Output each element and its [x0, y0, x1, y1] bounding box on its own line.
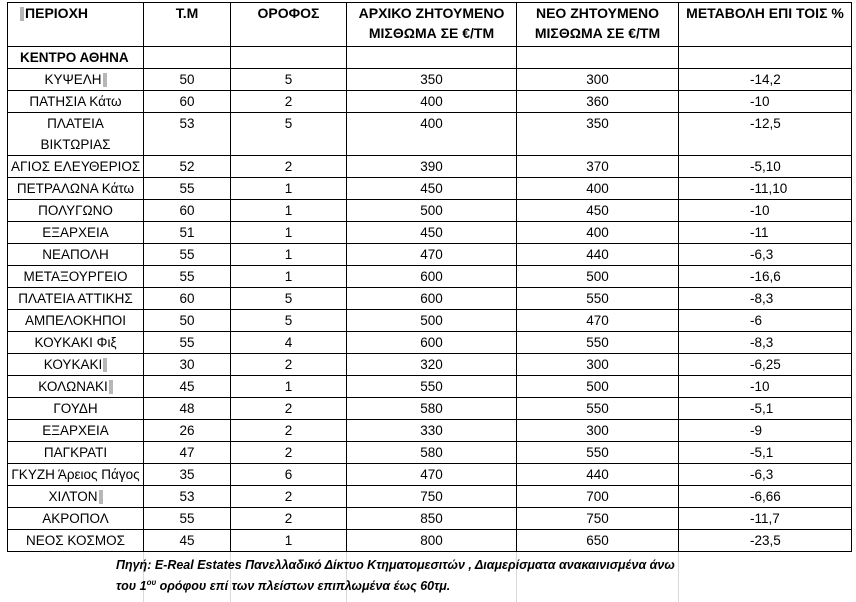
cell-initial-rent-text: 600 [420, 291, 443, 306]
cell-initial-rent-text: 400 [420, 116, 443, 131]
cell-sqm [144, 200, 231, 222]
cell-sqm [144, 310, 231, 332]
cell-area [8, 376, 144, 398]
cell-new-rent-text: 450 [586, 203, 609, 218]
cell-floor-text: 5 [284, 116, 293, 131]
cell-floor [231, 486, 347, 508]
cell-initial-rent [347, 398, 517, 420]
cell-area-text: ΚΟΥΚΑΚΙ Φιξ [34, 335, 117, 350]
cell-area [8, 420, 144, 442]
cell-change-pct-text: -23,5 [750, 533, 781, 548]
cell-floor-text: 4 [284, 335, 293, 350]
cell-initial-rent-text: 580 [420, 401, 443, 416]
cell-change-pct [679, 113, 852, 156]
cell-change-pct-text: -6,3 [750, 247, 774, 262]
cell-area-text: ΚΟΛΩΝΑΚΙ [38, 379, 108, 394]
cell-floor-text: 2 [284, 357, 293, 372]
cell-change-pct [679, 266, 852, 288]
cell-area-text: ΝΕΑΠΟΛΗ [42, 247, 109, 262]
cell-area [8, 244, 144, 266]
cell-initial-rent [347, 420, 517, 442]
cell-floor [231, 222, 347, 244]
cell-initial-rent [347, 156, 517, 178]
cell-sqm-text: 55 [179, 511, 195, 526]
cell-initial-rent [347, 442, 517, 464]
table-row [8, 200, 852, 222]
cell-new-rent [517, 113, 679, 156]
cell-sqm-text: 60 [179, 94, 195, 109]
cell-marker [103, 73, 107, 87]
cell-new-rent-text: 400 [586, 225, 609, 240]
cell-area [8, 332, 144, 354]
header-sqm: Τ.Μ [144, 3, 231, 47]
cell-initial-rent [347, 288, 517, 310]
table-row [8, 376, 852, 398]
cell-sqm-text: 45 [179, 379, 195, 394]
cell-sqm [144, 442, 231, 464]
cell-sqm-text: 53 [179, 116, 195, 131]
cell-floor [231, 420, 347, 442]
cell-new-rent [517, 398, 679, 420]
cell-area [8, 508, 144, 530]
gridline [678, 552, 679, 602]
cell-new-rent [517, 91, 679, 113]
source-note [116, 555, 676, 597]
cell-floor [231, 178, 347, 200]
cell-initial-rent-text: 550 [420, 379, 443, 394]
cell-area [8, 442, 144, 464]
cell-floor-text: 2 [284, 401, 293, 416]
cell-area-text: ΠΛΑΤΕΙΑ ΒΙΚΤΩΡΙΑΣ [40, 116, 111, 152]
cell-area [8, 288, 144, 310]
table-row [8, 354, 852, 376]
cell-area-text: ΑΚΡΟΠΟΛ [42, 511, 109, 526]
cell-floor [231, 354, 347, 376]
cell-sqm-text: 55 [179, 335, 195, 350]
cell-marker [109, 380, 113, 394]
cell-area-text: ΓΚΥΖΗ Άρειος Πάγος [11, 467, 140, 482]
cell-initial-rent [347, 244, 517, 266]
cell-initial-rent [347, 69, 517, 91]
cell-initial-rent-text: 330 [420, 423, 443, 438]
cell-sqm-text: 55 [179, 269, 195, 284]
cell-floor-text: 5 [284, 313, 293, 328]
cell-area [8, 398, 144, 420]
cell-new-rent-text: 550 [586, 445, 609, 460]
cell-new-rent-text: 650 [586, 533, 609, 548]
cell-initial-rent [347, 376, 517, 398]
table-row [8, 91, 852, 113]
cell-initial-rent [347, 222, 517, 244]
cell-new-rent [517, 442, 679, 464]
cell-floor [231, 200, 347, 222]
cell-floor-text: 1 [284, 181, 293, 196]
table-row [8, 332, 852, 354]
cell-new-rent-text: 440 [586, 467, 609, 482]
cell-initial-rent [347, 178, 517, 200]
cell-change-pct [679, 156, 852, 178]
cell-area-text: ΠΑΤΗΣΙΑ Κάτω [29, 94, 122, 109]
cell-area-text: ΠΛΑΤΕΙΑ ΑΤΤΙΚΗΣ [18, 291, 133, 306]
cell-new-rent-text: 350 [586, 116, 609, 131]
cell-floor-text: 1 [284, 533, 293, 548]
table-row [8, 156, 852, 178]
header-initial-rent: ΑΡΧΙΚΟ ΖΗΤΟΥΜΕΝΟ ΜΙΣΘΩΜΑ ΣΕ €/ΤΜ [347, 3, 517, 47]
cell-sqm [144, 420, 231, 442]
cell-initial-rent-text: 320 [420, 357, 443, 372]
cell-sqm [144, 398, 231, 420]
cell-initial-rent-text: 400 [420, 94, 443, 109]
cell-initial-rent-text: 500 [420, 203, 443, 218]
cell-new-rent-text: 500 [586, 269, 609, 284]
cell-sqm-text: 47 [179, 445, 195, 460]
cell-new-rent [517, 222, 679, 244]
cell-area [8, 69, 144, 91]
cell-new-rent-text: 360 [586, 94, 609, 109]
cell-new-rent [517, 508, 679, 530]
cell-initial-rent-text: 750 [420, 489, 443, 504]
table-row [8, 178, 852, 200]
cell-sqm [144, 69, 231, 91]
cell-area-text: ΚΟΥΚΑΚΙ [43, 357, 103, 372]
cell-change-pct [679, 222, 852, 244]
cell-floor [231, 91, 347, 113]
cell-change-pct-text: -8,3 [750, 291, 774, 306]
cell-new-rent [517, 244, 679, 266]
cell-initial-rent [347, 530, 517, 552]
cell-new-rent [517, 376, 679, 398]
cell-area [8, 91, 144, 113]
cell-initial-rent-text: 450 [420, 225, 443, 240]
cell-change-pct-text: -6 [750, 313, 763, 328]
cell-new-rent [517, 69, 679, 91]
rent-table [7, 2, 852, 552]
cell-sqm [144, 91, 231, 113]
table-row [8, 398, 852, 420]
cell-new-rent-text: 300 [586, 357, 609, 372]
cell-change-pct-text: -10 [750, 379, 770, 394]
cell-area [8, 178, 144, 200]
cell-initial-rent [347, 113, 517, 156]
cell-area [8, 530, 144, 552]
cell-area-text: ΓΟΥΔΗ [53, 401, 98, 416]
cell-floor [231, 113, 347, 156]
table-row [8, 222, 852, 244]
cell-initial-rent [347, 464, 517, 486]
cell-sqm-text: 55 [179, 247, 195, 262]
cell-area-text: ΚΥΨΕΛΗ [44, 72, 102, 87]
cell-sqm [144, 486, 231, 508]
cell-change-pct [679, 288, 852, 310]
cell-floor-text: 1 [284, 225, 293, 240]
cell-floor [231, 332, 347, 354]
cell-initial-rent-text: 800 [420, 533, 443, 548]
cell-marker [103, 358, 107, 372]
table-row [8, 442, 852, 464]
cell-area-text: ΧΙΛΤΟΝ [48, 489, 98, 504]
cell-new-rent [517, 530, 679, 552]
cell-new-rent [517, 288, 679, 310]
cell-sqm-text: 60 [179, 291, 195, 306]
cell-floor-text: 2 [284, 489, 293, 504]
cell-change-pct [679, 310, 852, 332]
cell-change-pct-text: -8,3 [750, 335, 774, 350]
cell-floor-text: 1 [284, 269, 293, 284]
cell-area-text: ΕΞΑΡΧΕΙΑ [42, 225, 109, 240]
cell-sqm-text: 53 [179, 489, 195, 504]
cell-new-rent-text: 550 [586, 291, 609, 306]
cell-area-text: ΕΞΑΡΧΕΙΑ [42, 423, 109, 438]
cell-new-rent [517, 200, 679, 222]
cell-floor-text: 2 [284, 94, 293, 109]
cell-new-rent [517, 310, 679, 332]
cell-new-rent [517, 486, 679, 508]
cell-area [8, 222, 144, 244]
cell-change-pct-text: -9 [750, 423, 763, 438]
cell-change-pct [679, 530, 852, 552]
table-row [8, 244, 852, 266]
cell-change-pct-text: -11,10 [750, 181, 788, 196]
cell-floor [231, 376, 347, 398]
cell-change-pct-text: -12,5 [750, 116, 781, 131]
cell-floor-text: 2 [284, 445, 293, 460]
cell-change-pct [679, 376, 852, 398]
cell-area-text: ΑΜΠΕΛΟΚΗΠΟΙ [25, 313, 126, 328]
cell-change-pct [679, 354, 852, 376]
cell-sqm-text: 35 [179, 467, 195, 482]
empty-cell [231, 47, 347, 69]
cell-sqm-text: 55 [179, 181, 195, 196]
cell-sqm [144, 464, 231, 486]
cell-new-rent-text: 500 [586, 379, 609, 394]
cell-initial-rent-text: 350 [420, 72, 443, 87]
cell-sqm-text: 51 [179, 225, 195, 240]
cell-area-text: ΠΑΓΚΡΑΤΙ [43, 445, 108, 460]
cell-change-pct [679, 486, 852, 508]
empty-cell [347, 47, 517, 69]
cell-new-rent [517, 266, 679, 288]
cell-change-pct [679, 508, 852, 530]
cell-change-pct [679, 398, 852, 420]
cell-floor-text: 5 [284, 291, 293, 306]
table-row [8, 310, 852, 332]
cell-area-text: ΠΕΤΡΑΛΩΝΑ Κάτω [16, 181, 135, 196]
cell-sqm [144, 244, 231, 266]
cell-initial-rent [347, 91, 517, 113]
header-new-rent: ΝΕΟ ΖΗΤΟΥΜΕΝΟ ΜΙΣΘΩΜΑ ΣΕ €/ΤΜ [517, 3, 679, 47]
cell-floor [231, 156, 347, 178]
table-row [8, 530, 852, 552]
empty-cell [144, 47, 231, 69]
table-row [8, 113, 852, 156]
cell-sqm [144, 156, 231, 178]
source-text-2: ορόφου επί των πλείστων επιπλωμένα έως 60τμ. [156, 579, 451, 593]
cell-area-text: ΜΕΤΑΞΟΥΡΓΕΙΟ [23, 269, 128, 284]
cell-floor-text: 1 [284, 203, 293, 218]
cell-change-pct-text: -16,6 [750, 269, 781, 284]
cell-change-pct-text: -11,7 [750, 511, 780, 526]
cell-area [8, 266, 144, 288]
header-change-pct: ΜΕΤΑΒΟΛΗ ΕΠΙ ΤΟΙΣ % [679, 3, 852, 47]
cell-new-rent-text: 440 [586, 247, 609, 262]
cell-floor-text: 2 [284, 423, 293, 438]
cell-new-rent [517, 178, 679, 200]
cell-area [8, 200, 144, 222]
cell-floor [231, 508, 347, 530]
cell-new-rent-text: 400 [586, 181, 609, 196]
cell-sqm-text: 48 [179, 401, 195, 416]
cell-sqm [144, 113, 231, 156]
cell-change-pct [679, 178, 852, 200]
cell-floor [231, 244, 347, 266]
cell-new-rent-text: 300 [586, 423, 609, 438]
cell-sqm [144, 376, 231, 398]
cell-sqm-text: 52 [179, 159, 195, 174]
cell-change-pct [679, 69, 852, 91]
cell-sqm [144, 178, 231, 200]
table-row [8, 486, 852, 508]
cell-initial-rent-text: 500 [420, 313, 443, 328]
cell-initial-rent [347, 332, 517, 354]
cell-sqm [144, 530, 231, 552]
cell-floor [231, 464, 347, 486]
cell-change-pct-text: -14,2 [750, 72, 781, 87]
cell-floor [231, 310, 347, 332]
cell-change-pct-text: -11 [750, 225, 769, 240]
cell-floor [231, 398, 347, 420]
cell-area [8, 464, 144, 486]
cell-initial-rent-text: 580 [420, 445, 443, 460]
cell-sqm-text: 50 [179, 313, 195, 328]
cell-initial-rent [347, 486, 517, 508]
cell-sqm [144, 332, 231, 354]
cell-area-text: ΠΟΛΥΓΩΝΟ [38, 203, 113, 218]
cell-initial-rent-text: 390 [420, 159, 443, 174]
cell-floor-text: 1 [284, 379, 293, 394]
cell-initial-rent-text: 450 [420, 181, 443, 196]
cell-floor-text: 5 [284, 72, 293, 87]
cell-floor-text: 6 [284, 467, 293, 482]
table-row [8, 288, 852, 310]
cell-change-pct-text: -5,1 [750, 445, 774, 460]
cell-change-pct-text: -6,25 [750, 357, 781, 372]
cell-change-pct [679, 442, 852, 464]
cell-initial-rent-text: 600 [420, 335, 443, 350]
cell-area [8, 310, 144, 332]
cell-area [8, 156, 144, 178]
cell-floor-text: 2 [284, 511, 293, 526]
cell-new-rent-text: 550 [586, 401, 609, 416]
cell-floor [231, 69, 347, 91]
header-floor: ΟΡΟΦΟΣ [231, 3, 347, 47]
cell-initial-rent-text: 600 [420, 269, 443, 284]
cell-area [8, 354, 144, 376]
cell-new-rent [517, 354, 679, 376]
table-row [8, 266, 852, 288]
cell-sqm-text: 50 [179, 72, 195, 87]
cell-new-rent-text: 370 [586, 159, 609, 174]
cell-change-pct [679, 200, 852, 222]
cell-initial-rent-text: 850 [420, 511, 443, 526]
cell-floor-text: 2 [284, 159, 293, 174]
source-superscript: ου [146, 577, 157, 587]
empty-cell [679, 47, 852, 69]
cell-floor [231, 530, 347, 552]
cell-change-pct-text: -10 [750, 203, 770, 218]
cell-new-rent-text: 700 [586, 489, 609, 504]
cell-sqm [144, 266, 231, 288]
cell-new-rent-text: 470 [586, 313, 609, 328]
header-area: ΠΕΡΙΟΧΗ [8, 3, 144, 47]
cell-sqm [144, 508, 231, 530]
cell-sqm-text: 26 [179, 423, 195, 438]
cell-new-rent-text: 750 [586, 511, 609, 526]
cell-change-pct [679, 420, 852, 442]
cell-area-text: ΑΓΙΟΣ ΕΛΕΥΘΕΡΙΟΣ [11, 159, 141, 174]
cell-sqm [144, 222, 231, 244]
cell-initial-rent [347, 508, 517, 530]
cell-new-rent-text: 550 [586, 335, 609, 350]
cell-change-pct-text: -6,66 [750, 489, 781, 504]
cell-change-pct-text: -5,10 [750, 159, 781, 174]
cell-change-pct [679, 332, 852, 354]
cell-new-rent-text: 300 [586, 72, 609, 87]
cell-change-pct [679, 244, 852, 266]
cell-floor [231, 442, 347, 464]
cell-initial-rent [347, 266, 517, 288]
cell-floor-text: 1 [284, 247, 293, 262]
cell-initial-rent [347, 354, 517, 376]
cell-floor [231, 288, 347, 310]
section-label: ΚΕΝΤΡΟ ΑΘΗΝΑ [8, 47, 144, 69]
cell-new-rent [517, 420, 679, 442]
cell-marker [20, 7, 24, 21]
cell-new-rent [517, 156, 679, 178]
cell-floor [231, 266, 347, 288]
table-row [8, 464, 852, 486]
cell-area [8, 486, 144, 508]
cell-area [8, 113, 144, 156]
header-row [8, 3, 852, 47]
table-row [8, 420, 852, 442]
cell-initial-rent [347, 200, 517, 222]
cell-initial-rent-text: 470 [420, 467, 443, 482]
table-row [8, 508, 852, 530]
cell-sqm-text: 30 [179, 357, 195, 372]
cell-change-pct [679, 464, 852, 486]
cell-change-pct [679, 91, 852, 113]
cell-new-rent [517, 332, 679, 354]
cell-sqm-text: 45 [179, 533, 195, 548]
cell-marker [99, 490, 103, 504]
cell-initial-rent [347, 310, 517, 332]
cell-sqm [144, 288, 231, 310]
section-row [8, 47, 852, 69]
cell-sqm-text: 60 [179, 203, 195, 218]
source-text-1: Πηγή: E-Real Estates Πανελλαδικό Δίκτυο Κτηματομεσιτών , Διαμερίσματα ανακαινισμένα άνω του 1 [116, 558, 675, 593]
table-row [8, 69, 852, 91]
cell-initial-rent-text: 470 [420, 247, 443, 262]
cell-sqm [144, 354, 231, 376]
cell-change-pct-text: -5,1 [750, 401, 774, 416]
cell-new-rent [517, 464, 679, 486]
empty-cell [517, 47, 679, 69]
cell-change-pct-text: -6,3 [750, 467, 774, 482]
cell-change-pct-text: -10 [750, 94, 770, 109]
cell-area-text: ΝΕΟΣ ΚΟΣΜΟΣ [26, 533, 125, 548]
